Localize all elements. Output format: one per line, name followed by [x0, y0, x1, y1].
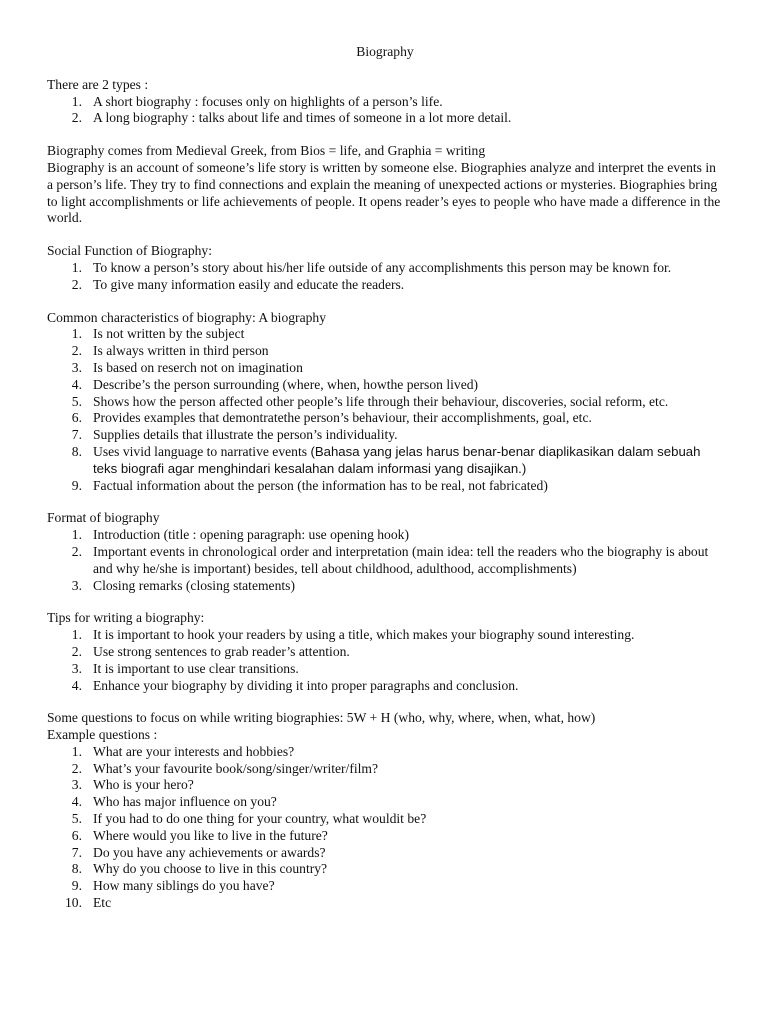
list-item: 3. Closing remarks (closing statements)	[71, 577, 295, 593]
format-heading: Format of biography	[47, 510, 160, 526]
indonesian-note: (Bahasa yang jelas harus benar-benar diaplikasikan dalam sebuah teks biografi agar menghindari kesalahan dalam informasi yang disajikan.)	[93, 443, 701, 476]
social-function-section	[47, 243, 723, 293]
list-item: 5. If you had to do one thing for your country, what wouldit be?	[71, 811, 427, 827]
definition-section	[47, 143, 723, 227]
list-item: 7. Supplies details that illustrate the person’s individuality.	[71, 427, 398, 443]
characteristics-list	[47, 326, 723, 494]
list-item: 4. Who has major influence on you?	[71, 794, 277, 810]
document-content	[47, 44, 723, 928]
list-item: 2. A long biography : talks about life and times of someone in a lot more detail.	[71, 110, 512, 126]
format-list	[47, 527, 723, 594]
list-item: 2. To give many information easily and educate the readers.	[71, 276, 405, 292]
questions-subheading: Example questions :	[47, 727, 158, 743]
list-item: 3. Who is your hero?	[71, 777, 194, 793]
tips-heading: Tips for writing a biography:	[47, 610, 205, 626]
list-item: 2. Use strong sentences to grab reader’s attention.	[71, 643, 350, 659]
list-item: 1. It is important to hook your readers by using a title, which makes your biography sound interesting.	[71, 627, 635, 643]
questions-heading: Some questions to focus on while writing biographies: 5W + H (who, why, where, when, what, how)	[47, 710, 596, 726]
etymology-line: Biography comes from Medieval Greek, from Bios = life, and Graphia = writing	[47, 143, 486, 159]
social-function-list	[47, 260, 723, 294]
list-item: 1. To know a person’s story about his/her life outside of any accomplishments this person may be known for.	[71, 259, 672, 275]
list-item: 8. Why do you choose to live in this country?	[71, 861, 328, 877]
list-item: 2. Important events in chronological order and interpretation (main idea: tell the readers who the biography is about and why he/she is important) besides, tell about childhood, adulthood, accomplishments)	[71, 543, 709, 576]
list-item: 1. What are your interests and hobbies?	[71, 743, 295, 759]
list-item: 1. Is not written by the subject	[71, 326, 245, 342]
list-item: 1. A short biography : focuses only on highlights of a person’s life.	[71, 93, 443, 109]
list-item: 3. It is important to use clear transitions.	[71, 660, 299, 676]
tips-list	[47, 627, 723, 694]
list-item: 3. Is based on reserch not on imagination	[71, 359, 303, 375]
tips-section	[47, 610, 723, 694]
list-item: 4. Describe’s the person surrounding (where, when, howthe person lived)	[71, 376, 479, 392]
list-item: 6. Provides examples that demontratethe person’s behaviour, their accomplishments, goal, etc.	[71, 410, 592, 426]
list-item: 10. Etc	[65, 895, 112, 911]
list-item: 2. Is always written in third person	[71, 343, 269, 359]
list-item: 7. Do you have any achievements or awards?	[71, 844, 326, 860]
types-list	[47, 94, 723, 128]
list-item: 4. Enhance your biography by dividing it into proper paragraphs and conclusion.	[71, 677, 519, 693]
characteristics-section	[47, 310, 723, 495]
questions-list	[47, 744, 723, 912]
list-item: 6. Where would you like to live in the future?	[71, 827, 328, 843]
types-section	[47, 77, 723, 127]
document-title: Biography	[356, 44, 414, 59]
list-item: 5. Shows how the person affected other people’s life through their behaviour, discoveries, social reform, etc.	[71, 393, 669, 409]
list-item: 8. Uses vivid language to narrative events (Bahasa yang jelas harus benar-benar diaplikasikan dalam sebuah teks biografi agar menghindari kesalahan dalam informasi yang disajikan.)	[71, 443, 701, 476]
list-item: 9. Factual information about the person (the information has to be real, not fabricated)	[71, 477, 548, 493]
list-item: 9. How many siblings do you have?	[71, 878, 275, 894]
definition-paragraph: Biography is an account of someone’s life story is written by someone else. Biographies analyze and interpret the events in a person’s life. They try to find connections and explain the meaning of unexpected actions or mysteries. Biographies bring to light accomplishments or life achievements of people. It opens reader’s eyes to people who have made a difference in the world.	[47, 159, 721, 226]
questions-section	[47, 710, 723, 912]
social-function-heading: Social Function of Biography:	[47, 243, 212, 259]
characteristics-heading: Common characteristics of biography: A biography	[47, 309, 326, 325]
list-item: 1. Introduction (title : opening paragraph: use opening hook)	[71, 527, 409, 543]
format-section	[47, 510, 723, 594]
list-item: 2. What’s your favourite book/song/singer/writer/film?	[71, 760, 379, 776]
types-heading: There are 2 types :	[47, 76, 149, 92]
